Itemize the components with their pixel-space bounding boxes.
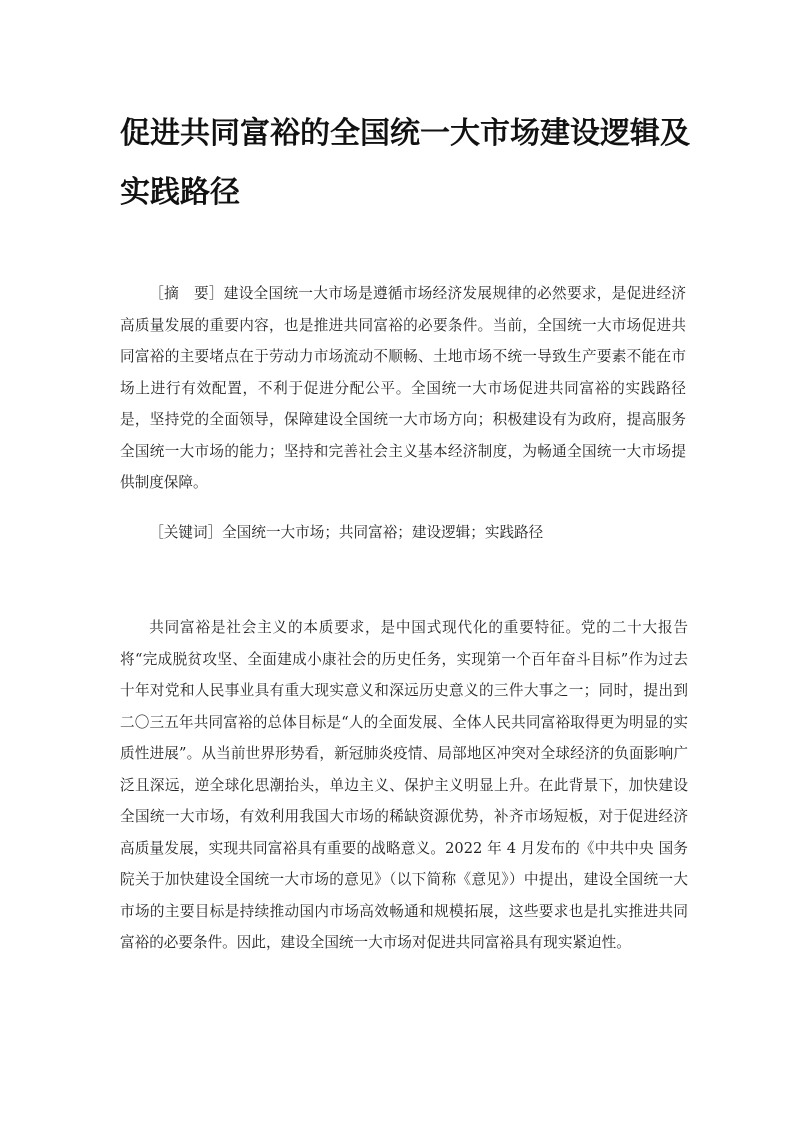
abstract-label: ［摘 要］	[149, 285, 224, 302]
body-paragraph: 共同富裕是社会主义的本质要求，是中国式现代化的重要特征。党的二十大报告将“完成脱贫攻坚、全面建成小康社会的历史任务，实现第一个百年奋斗目标”作为过去十年对党和人民事业具有重大现实意义和深远历史意义的三件大事之一；同时，提出到二〇三五年共同富裕的总体目标是“人的全面发展、全体人民共同富裕取得更为明显的实质性进展”。从当前世界形势看，新冠肺炎疫情、局部地区冲突对全球经济的负面影响广泛且深远，逆全球化思潮抬头，单边主义、保护主义明显上升。在此背景下，加快建设全国统一大市场，有效利用我国大市场的稀缺资源优势，补齐市场短板，对于促进经济高质量发展，实现共同富裕具有重要的战略意义。2022 年 4 月发布的《中共中央 国务院关于加快建设全国统一大市场的意见》（以下简称《意见》）中提出，建设全国统一大市场的主要目标是持续推动国内市场高效畅通和规模拓展，这些要求也是扎实推进共同富裕的必要条件。因此，建设全国统一大市场对促进共同富裕具有现实紧迫性。	[120, 619, 688, 951]
keywords-label: ［关键词］	[149, 524, 223, 541]
keywords-paragraph	[120, 517, 686, 549]
page-title: 促进共同富裕的全国统一大市场建设逻辑及实践路径	[120, 116, 690, 210]
abstract-paragraph	[120, 278, 686, 499]
keywords-text: 全国统一大市场；共同富裕；建设逻辑；实践路径	[222, 524, 544, 541]
abstract-text: 建设全国统一大市场是遵循市场经济发展规律的必然要求，是促进经济高质量发展的重要内容，也是推进共同富裕的必要条件。当前，全国统一大市场促进共同富裕的主要堵点在于劳动力市场流动不顺畅、土地市场不统一导致生产要素不能在市场上进行有效配置，不利于促进分配公平。全国统一大市场促进共同富裕的实践路径是，坚持党的全面领导，保障建设全国统一大市场方向；积极建设有为政府，提高服务全国统一大市场的能力；坚持和完善社会主义基本经济制度，为畅通全国统一大市场提供制度保障。	[120, 285, 686, 491]
